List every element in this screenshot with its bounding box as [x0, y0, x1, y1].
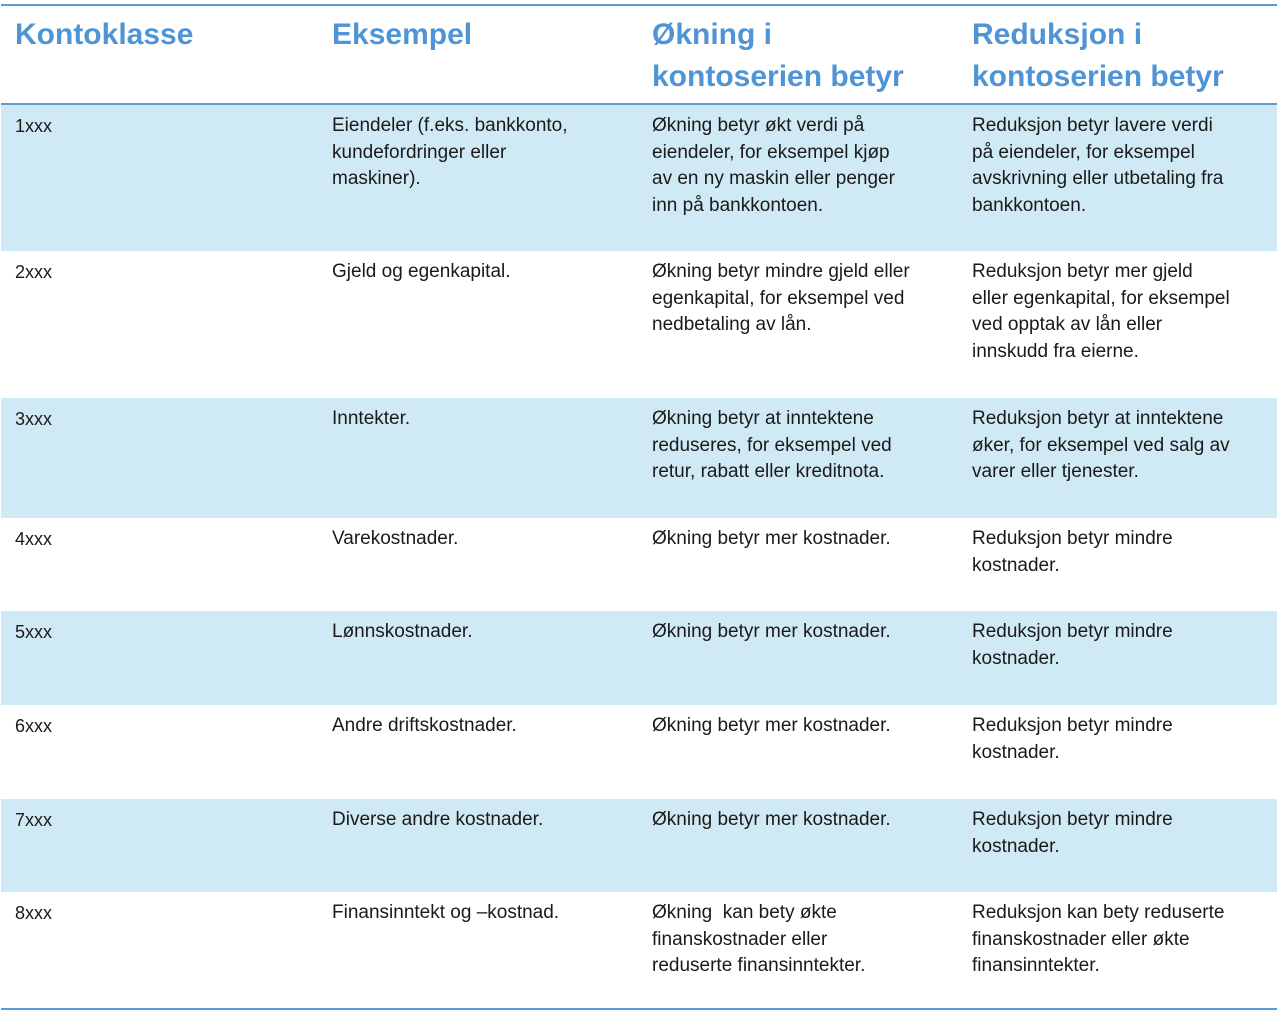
cell-eksempel: Andre driftskostnader. [332, 715, 517, 736]
cell-kontoklasse: 5xxx [15, 622, 53, 642]
cell-okning: Økning betyr økt verdi på eiendeler, for eksempel kjøp av en ny maskin eller penger inn på bankkontoen. [652, 115, 895, 216]
cell-eksempel: Gjeld og egenkapital. [332, 261, 511, 282]
header-reduksjon: Reduksjon i kontoserien betyr [972, 18, 1224, 93]
header-kontoklasse: Kontoklasse [15, 18, 194, 51]
table-row [1, 611, 1277, 705]
cell-okning: Økning betyr mer kostnader. [652, 809, 891, 830]
cell-eksempel: Finansinntekt og –kostnad. [332, 902, 560, 923]
cell-okning: Økning kan bety økte finanskostnader eller reduserte finansinntekter. [652, 902, 866, 977]
table-row [1, 705, 1277, 799]
table-row [1, 799, 1277, 892]
table-row [1, 518, 1277, 611]
cell-reduksjon: Reduksjon betyr mindre kostnader. [972, 809, 1173, 857]
cell-reduksjon: Reduksjon betyr at inntektene øker, for eksempel ved salg av varer eller tjenester. [972, 408, 1230, 483]
table-row [1, 251, 1277, 398]
cell-okning: Økning betyr mer kostnader. [652, 715, 891, 736]
table-header-row [1, 6, 1277, 105]
cell-reduksjon: Reduksjon betyr mindre kostnader. [972, 715, 1173, 763]
cell-reduksjon: Reduksjon betyr mindre kostnader. [972, 528, 1173, 576]
table-row [1, 892, 1277, 1008]
cell-okning: Økning betyr mindre gjeld eller egenkapital, for eksempel ved nedbetaling av lån. [652, 261, 910, 336]
cell-reduksjon: Reduksjon betyr mer gjeld eller egenkapital, for eksempel ved opptak av lån eller innskudd fra eierne. [972, 261, 1230, 362]
cell-eksempel: Diverse andre kostnader. [332, 809, 544, 830]
cell-eksempel: Eiendeler (f.eks. bankkonto, kundefordringer eller maskiner). [332, 115, 568, 190]
cell-okning: Økning betyr mer kostnader. [652, 621, 891, 642]
cell-eksempel: Lønnskostnader. [332, 621, 473, 642]
cell-okning: Økning betyr mer kostnader. [652, 528, 891, 549]
account-class-table [1, 4, 1277, 1010]
cell-eksempel: Inntekter. [332, 408, 411, 429]
cell-kontoklasse: 8xxx [15, 903, 53, 923]
cell-reduksjon: Reduksjon betyr mindre kostnader. [972, 621, 1173, 669]
header-eksempel: Eksempel [332, 18, 473, 51]
cell-eksempel: Varekostnader. [332, 528, 459, 549]
table-row [1, 398, 1277, 518]
cell-kontoklasse: 4xxx [15, 529, 53, 549]
cell-okning: Økning betyr at inntektene reduseres, for eksempel ved retur, rabatt eller kreditnota. [652, 408, 892, 483]
table-row [1, 105, 1277, 251]
cell-kontoklasse: 6xxx [15, 716, 53, 736]
cell-reduksjon: Reduksjon kan bety reduserte finanskostnader eller økte finansinntekter. [972, 902, 1225, 977]
cell-reduksjon: Reduksjon betyr lavere verdi på eiendeler, for eksempel avskrivning eller utbetaling fra bankkontoen. [972, 115, 1224, 216]
header-okning: Økning i kontoserien betyr [652, 18, 904, 93]
cell-kontoklasse: 1xxx [15, 116, 53, 136]
cell-kontoklasse: 3xxx [15, 409, 53, 429]
cell-kontoklasse: 7xxx [15, 810, 53, 830]
cell-kontoklasse: 2xxx [15, 262, 53, 282]
